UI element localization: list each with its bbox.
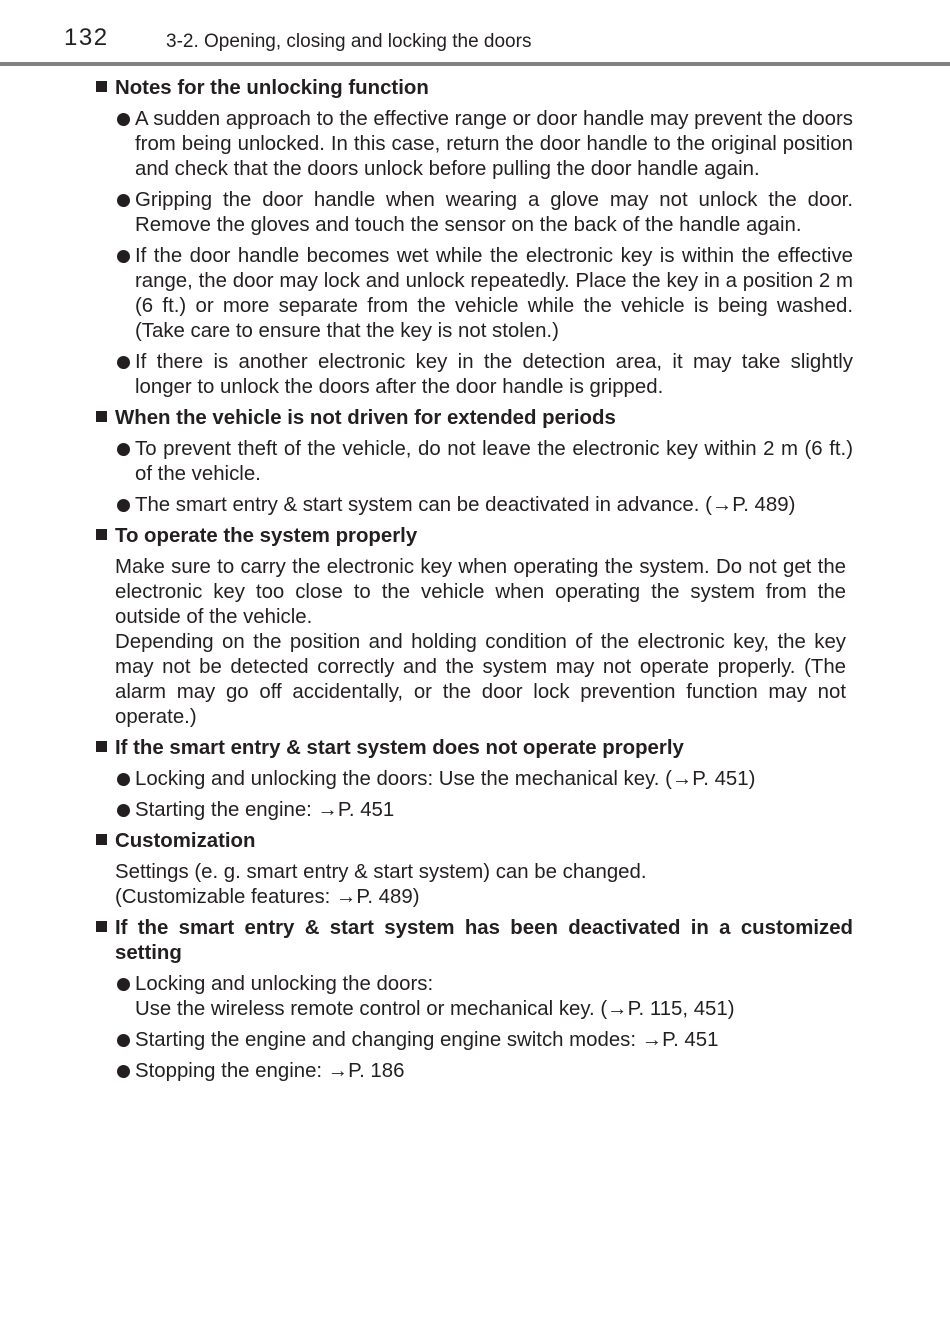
topic-heading-text: Notes for the unlocking function <box>115 77 429 99</box>
round-bullet-icon <box>117 773 130 786</box>
round-bullet-icon <box>117 356 130 369</box>
square-bullet-icon <box>96 921 107 932</box>
topic-extended-periods <box>96 406 853 518</box>
topic-not-operate <box>96 736 853 823</box>
bullet-list <box>96 107 853 400</box>
paragraph-text: (Customizable features: →P. 489) <box>115 886 420 908</box>
paragraph <box>96 555 853 730</box>
topic-unlocking-notes <box>96 76 853 400</box>
bullet-list <box>96 972 853 1084</box>
round-bullet-icon <box>117 804 130 817</box>
topic-heading-text: If the smart entry & start system does not operate properly <box>115 737 684 759</box>
topic-heading-text: To operate the system properly <box>115 525 418 547</box>
list-item-text: Gripping the door handle when wearing a glove may not unlock the door. Remove the gloves and touch the sensor on the back of the handle again. <box>135 189 853 236</box>
paragraph-text: Depending on the position and holding condition of the electronic key, the key may not be detected correctly and the system may not operate properly. (The alarm may go off accidentally, or the door lock prevention function may not operate.) <box>115 631 846 728</box>
list-item <box>96 107 853 182</box>
list-item-text: Locking and unlocking the doors: Use the mechanical key. (→P. 451) <box>135 768 756 790</box>
list-item-text: A sudden approach to the effective range or door handle may prevent the doors from being unlocked. In this case, return the door handle to the original position and check that the doors unlock before pulling the door handle again. <box>135 108 853 180</box>
list-item <box>96 493 853 518</box>
paragraph-text: Make sure to carry the electronic key when operating the system. Do not get the electronic key too close to the vehicle when operating the system from the outside of the vehicle. <box>115 556 846 628</box>
section-title: 3-2. Opening, closing and locking the doors <box>166 31 532 52</box>
square-bullet-icon <box>96 529 107 540</box>
round-bullet-icon <box>117 1065 130 1078</box>
topic-heading <box>96 829 853 854</box>
paragraph <box>96 860 853 910</box>
list-item-text: The smart entry & start system can be deactivated in advance. (→P. 489) <box>135 494 796 516</box>
topic-heading <box>96 916 853 966</box>
topic-heading <box>96 524 853 549</box>
topic-heading-text: Customization <box>115 830 256 852</box>
topic-customization <box>96 829 853 910</box>
list-item <box>96 244 853 344</box>
list-item-text: Use the wireless remote control or mechanical key. (→P. 115, 451) <box>135 998 735 1020</box>
list-item-text: If the door handle becomes wet while the electronic key is within the effective range, the door may lock and unlock repeatedly. Place the key in a position 2 m (6 ft.) or more separate from the vehicle while the vehicle is being washed. (Take care to ensure that the key is not stolen.) <box>135 245 853 342</box>
topic-operate-properly <box>96 524 853 730</box>
round-bullet-icon <box>117 194 130 207</box>
round-bullet-icon <box>117 978 130 991</box>
square-bullet-icon <box>96 81 107 92</box>
list-item <box>96 350 853 400</box>
round-bullet-icon <box>117 113 130 126</box>
list-item <box>96 1059 853 1084</box>
topic-heading <box>96 76 853 101</box>
list-item-text: To prevent theft of the vehicle, do not leave the electronic key within 2 m (6 ft.) of the vehicle. <box>135 438 853 485</box>
round-bullet-icon <box>117 499 130 512</box>
topic-deactivated-setting <box>96 916 853 1084</box>
page-number: 132 <box>64 24 109 51</box>
list-item <box>96 188 853 238</box>
bullet-list <box>96 437 853 518</box>
page-content <box>96 76 853 1090</box>
list-item <box>96 972 853 1022</box>
topic-heading <box>96 406 853 431</box>
topic-heading <box>96 736 853 761</box>
list-item <box>96 1028 853 1053</box>
list-item-text: Locking and unlocking the doors: <box>135 973 434 995</box>
list-item <box>96 437 853 487</box>
list-item-text: Starting the engine: →P. 451 <box>135 799 395 821</box>
round-bullet-icon <box>117 1034 130 1047</box>
square-bullet-icon <box>96 834 107 845</box>
list-item-text: Starting the engine and changing engine switch modes: →P. 451 <box>135 1029 719 1051</box>
topic-heading-text: When the vehicle is not driven for extended periods <box>115 407 616 429</box>
list-item-text: Stopping the engine: →P. 186 <box>135 1060 405 1082</box>
square-bullet-icon <box>96 741 107 752</box>
page-header <box>0 0 950 66</box>
round-bullet-icon <box>117 443 130 456</box>
header-divider <box>0 62 950 66</box>
square-bullet-icon <box>96 411 107 422</box>
bullet-list <box>96 767 853 823</box>
paragraph-text: Settings (e. g. smart entry & start system) can be changed. <box>115 861 647 883</box>
list-item-text: If there is another electronic key in the detection area, it may take slightly longer to unlock the doors after the door handle is gripped. <box>135 351 853 398</box>
round-bullet-icon <box>117 250 130 263</box>
list-item <box>96 767 853 792</box>
list-item <box>96 798 853 823</box>
topic-heading-text: If the smart entry & start system has been deactivated in a customized setting <box>115 917 853 964</box>
